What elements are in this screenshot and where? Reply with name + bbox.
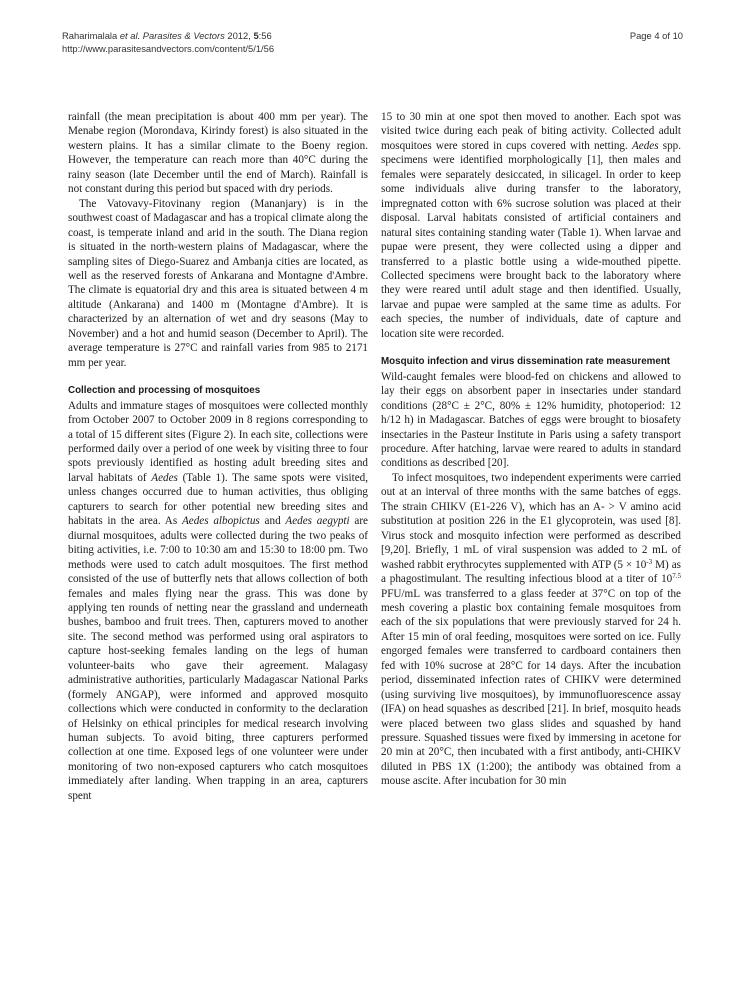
paragraph: Adults and immature stages of mosquitoes were collected monthly from October 2007 to October 2009 in 8 regions corresponding to a total of 15 different sites (Figure 2). In each site, collections were performed daily over a period of one week by visiting three to four spots previously identified as hosting adult breeding sites and larval habitats of Aedes (Table 1). The same spots were visited, unless changes occurred due to human activities, thus obliging capturers to search for other potential new breeding sites and habitats in the area. As Aedes albopictus and Aedes aegypti are diurnal mosquitoes, adults were collected during the two peaks of biting activities, i.e. 7:00 to 10:30 am and 15:30 to 18:00 pm. Two methods were used to catch adult mosquitoes. The first method consisted of the use of butterfly nets that allows collection of both females and males flying near the grass. This was done by applying ten rounds of netting near the grassland and underneath bushes, bamboo and fruit trees. Then, capturers moved to another site. The second method was performed using oral aspirators to capture host-seeking females landing on the legs of human volunteer-baits who gave their agreement. Malagasy administrative authorities, particularly Madagascar National Parks (formely ANGAP), were informed and approved mosquito collections which were conducted in conformity to the declaration of Helsinky on ethical principles for medical research involving human subjects. To avoid biting, three capturers performed collection at one time. Exposed legs of one volunteer were under monitoring of two non-exposed capturers who catch mosquitoes immediately after landing. When trapping in an area, capturers spent — [68, 399, 368, 802]
right-column — [381, 110, 681, 789]
left-column — [68, 110, 368, 803]
section-heading: Collection and processing of mosquitoes — [68, 385, 261, 397]
citation-year: 2012, — [227, 30, 254, 41]
citation-line — [62, 30, 274, 43]
paragraph: The Vatovavy-Fitovinany region (Mananjary) is in the southwest coast of Madagascar and has a tropical climate along the coast, is temperate inland and arid in the south. The Diana region is situated in the north-western plains of Madagascar, where the sampling sites of Diego-Suarez and Ambanja cities are located, as well as the reserved forests of Ankarana and Montagne d'Ambre. The climate is equatorial dry and this area is situated between 4 m altitude (Ankarana) and 1400 m (Montagne d'Ambre). It is characterized by an alternation of wet and dry seasons (May to November) and a hot and humid season (December to April). The average temperature is 27°C and rainfall varies from 985 to 2171 mm per year. — [68, 197, 368, 369]
header-citation — [62, 30, 274, 55]
paragraph: 15 to 30 min at one spot then moved to another. Each spot was visited twice during each peak of biting activity. Collected adult mosquitoes were stored in cups covered with netting. Aedes spp. specimens were identified morphologically [1], then males and females were separately desiccated, in silicagel. In order to keep some individuals alive during transfer to the laboratory, impregnated cotton with 6% sucrose solution was placed at their disposal. Larval habitats consisted of artificial containers and natural sites containing standing water (Table 1). When larvae and pupae were present, they were collected using a dipper and transferred to a plastic bottle using a wide-mouthed pipette. Collected specimens were brought back to the laboratory where they were reared until adult stage and then identified. Usually, larvae and pupae were sampled at the same time as adults. For each species, the number of individuals, date of capture and location site were recorded. — [381, 111, 682, 340]
header-url[interactable]: http://www.parasitesandvectors.com/content/5/1/56 — [62, 42, 275, 54]
citation-etal: et al. — [119, 30, 141, 41]
paragraph: Wild-caught females were blood-fed on chickens and allowed to lay their eggs on absorbent paper in insectaries under standard conditions (28°C ± 2°C, 80% ± 12% humidity, photoperiod: 12 h/12 h) in Madagascar. Batches of eggs were brought to biosafety insectaries in the Pasteur Institute in Paris using a safety transport procedure. After hatching, larvae were reared to adults in standard conditions as described [20]. — [381, 370, 681, 470]
section-heading: Mosquito infection and virus dissemination rate measurement — [381, 356, 671, 368]
citation-pages: :56 — [258, 30, 272, 41]
paragraph: To infect mosquitoes, two independent experiments were carried out at an interval of three months with the same batches of eggs. The strain CHIKV (E1-226 V), which has an A- > V amino acid substitution at position 226 in the E1 glycoprotein, was used [8]. Virus stock and mosquito infection were performed as described [9,20]. Briefly, 1 mL of viral suspension was added to 2 mL of washed rabbit erythrocytes supplemented with ATP ($5 \times 10^{-3}$ M) as a phagostimulant. The resulting infectious blood at a titer of $10^{7.5}$ PFU/mL was transferred to a glass feeder at 37°C on top of the mesh covering a plastic box containing female mosquitoes from each of the six populations that were previously starved for 24 h. After 15 min of oral feeding, mosquitoes were sorted on ice. Fully engorged females were transferred to cardboard containers then fed with 10% sucrose at 28°C for 14 days. After the incubation period, disseminated infection rates of CHIKV were determined (using surviving live mosquitoes), by immunofluorescence assay (IFA) on head squashes as described [21]. In brief, mosquito heads were placed between two glass slides and squashed by hand pressure. Squashed tissues were fixed by immersing in acetone for 20 min at 20°C, then incubated with a first antibody, anti-CHIKV diluted in PBS 1X (1:200); the antibody was obtained from a mouse ascite. After incubation for 30 min — [381, 471, 681, 788]
citation-journal: Parasites & Vectors — [140, 30, 228, 41]
paragraph: rainfall (the mean precipitation is about 400 mm per year). The Menabe region (Morondava, Kirindy forest) is also situated in the western plains. It has a similar climate to the Boeny region. However, the temperature can reach more than 40°C during the rainy season (late December until the end of March). Rainfall is not constant during this period but spaced with dry periods. — [68, 111, 368, 196]
citation-author: Raharimalala — [62, 30, 120, 41]
page-number: Page 4 of 10 — [629, 30, 683, 41]
citation-volume: 5 — [253, 30, 259, 41]
